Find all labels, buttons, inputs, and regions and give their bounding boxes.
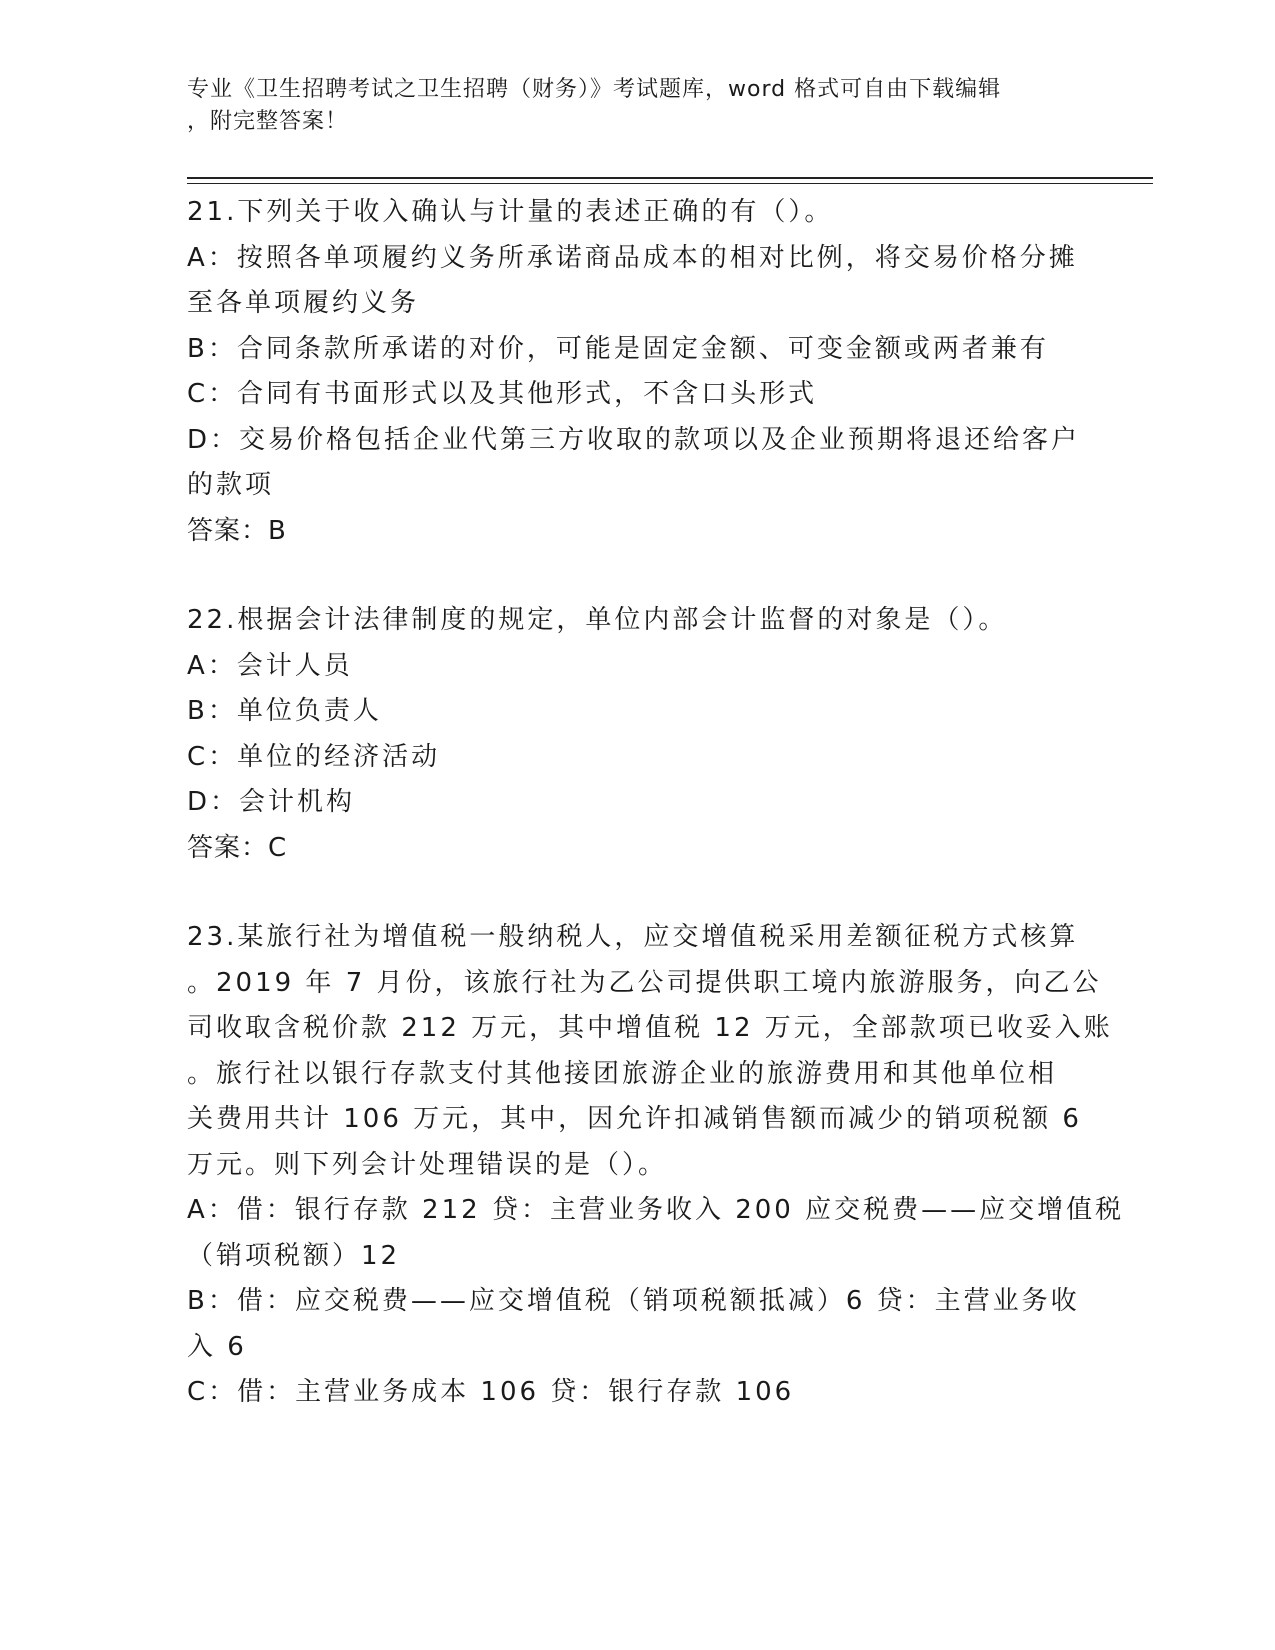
header-rule-thick [187,177,1153,179]
header-rule-thin [187,183,1153,184]
question-stem: 23.某旅行社为增值税一般纳税人，应交增值税采用差额征税方式核算 [187,922,1079,952]
option-b: B：单位负责人 [187,696,382,726]
option-a-continued: 至各单项履约义务 [187,288,420,318]
question-stem: 22.根据会计法律制度的规定，单位内部会计监督的对象是（）。 [187,605,1008,635]
header-line-2: ，附完整答案！ [187,109,349,134]
answer-label: 答案：B [187,515,287,546]
document-header [187,74,1067,138]
question-stem-line-3: 司收取含税价款 212 万元，其中增值税 12 万元，全部款项已收妥入账 [187,1013,1113,1043]
question-stem-line-2: 。2019 年 7 月份，该旅行社为乙公司提供职工境内旅游服务，向乙公 [187,967,1102,998]
option-a: A：会计人员 [187,650,353,681]
option-c: C：借：主营业务成本 106 贷：银行存款 106 [187,1377,795,1407]
question-list [187,190,1125,1460]
option-c: C：单位的经济活动 [187,741,441,772]
option-d-continued: 的款项 [187,470,275,500]
option-b: B：借：应交税费——应交增值税（销项税额抵减）6 贷：主营业务收 [187,1286,1080,1316]
question-stem-line-5: 关费用共计 106 万元，其中，因允许扣减销售额而减少的销项税额 6 [187,1104,1082,1134]
option-a-continued: （销项税额）12 [187,1240,401,1271]
question-23 [187,915,1125,1416]
question-21 [187,190,1081,554]
question-stem: 21.下列关于收入确认与计量的表述正确的有（）。 [187,197,834,227]
option-b: B：合同条款所承诺的对价，可能是固定金额、可变金额或两者兼有 [187,333,1049,364]
question-22 [187,598,1077,871]
question-stem-line-4: 。旅行社以银行存款支付其他接团旅游企业的旅游费用和其他单位相 [187,1058,1058,1089]
question-stem-line-6: 万元。则下列会计处理错误的是（）。 [187,1149,668,1180]
header-line-1: 专业《卫生招聘考试之卫生招聘（财务）》考试题库，word 格式可自由下载编辑 [187,77,1002,102]
answer-label: 答案：C [187,832,288,863]
option-d: D：会计机构 [187,787,356,817]
option-a: A：按照各单项履约义务所承诺商品成本的相对比例，将交易价格分摊 [187,242,1078,273]
option-b-continued: 入 6 [187,1331,247,1362]
option-d: D：交易价格包括企业代第三方收取的款项以及企业预期将退还给客户 [187,424,1081,455]
option-a: A：借：银行存款 212 贷：主营业务收入 200 应交税费——应交增值税 [187,1195,1125,1225]
option-c: C：合同有书面形式以及其他形式，不含口头形式 [187,379,818,409]
